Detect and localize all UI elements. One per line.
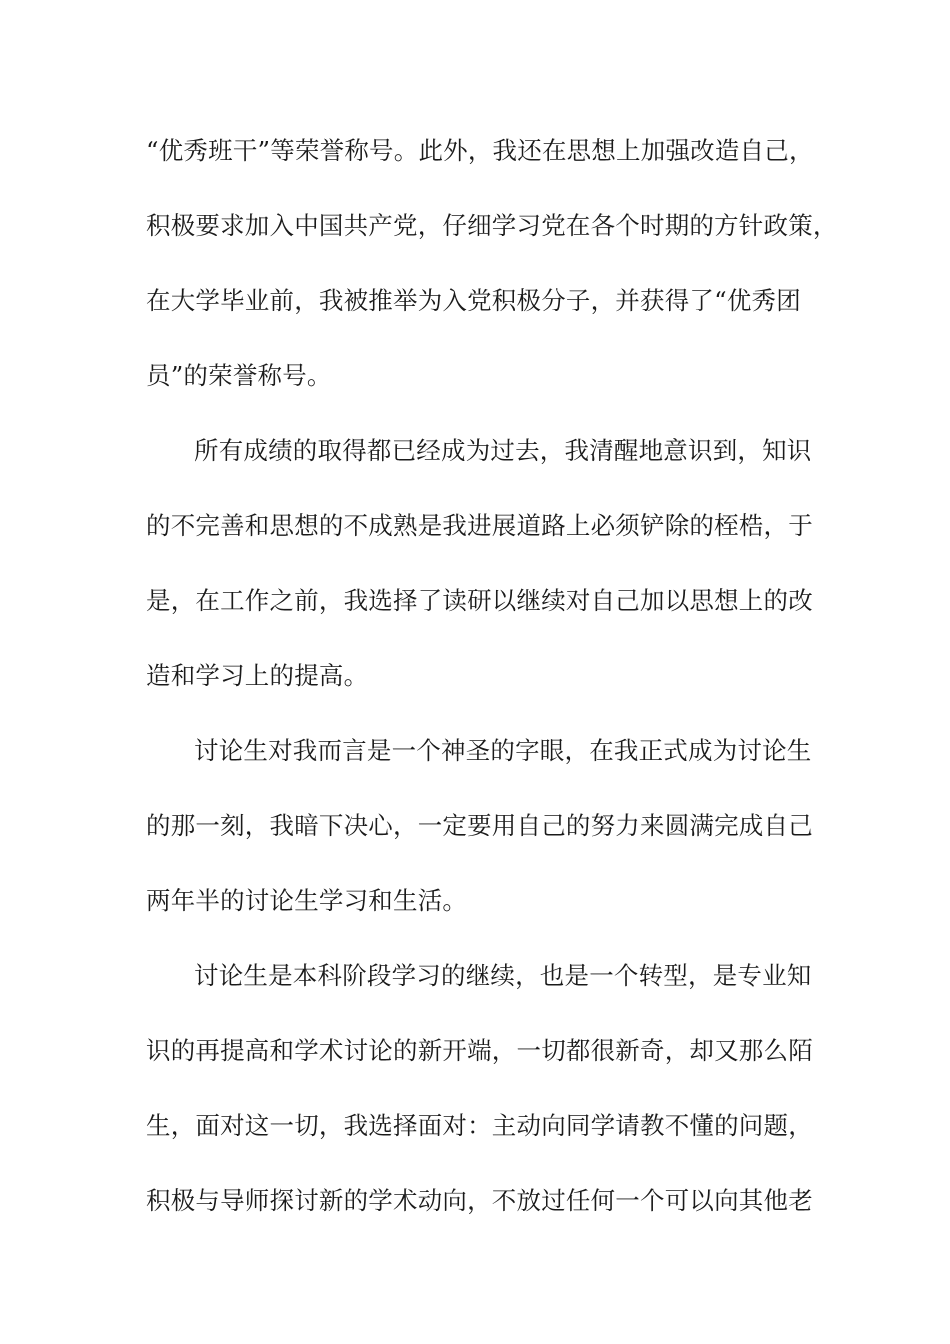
paragraph-first-line: 所有成绩的取得都已经成为过去，我清醒地意识到，知识	[194, 436, 812, 465]
paragraph-first-line: 讨论生对我而言是一个神圣的字眼，在我正式成为讨论生	[194, 736, 812, 765]
text-line: 的不完善和思想的不成熟是我进展道路上必须铲除的桎梏，于	[146, 511, 813, 540]
text-line: 生，面对这一切，我选择面对：主动向同学请教不懂的问题，	[146, 1111, 813, 1140]
text-line: 两年半的讨论生学习和生活。	[146, 886, 468, 915]
text-line: 积极与导师探讨新的学术动向，不放过任何一个可以向其他老	[146, 1186, 813, 1215]
text-line: 是，在工作之前，我选择了读研以继续对自己加以思想上的改	[146, 586, 813, 615]
text-line: 积极要求加入中国共产党，仔细学习党在各个时期的方针政策，	[146, 211, 838, 240]
text-line: “优秀班干”等荣誉称号。此外，我还在思想上加强改造自己，	[146, 136, 814, 165]
text-line: 识的再提高和学术讨论的新开端，一切都很新奇，却又那么陌	[146, 1036, 813, 1065]
paragraph-first-line: 讨论生是本科阶段学习的继续，也是一个转型，是专业知	[194, 961, 812, 990]
text-line: 员”的荣誉称号。	[146, 361, 332, 390]
text-line: 在大学毕业前，我被推举为入党积极分子，并获得了“优秀团	[146, 286, 801, 315]
text-line: 造和学习上的提高。	[146, 661, 369, 690]
text-line: 的那一刻，我暗下决心，一定要用自己的努力来圆满完成自己	[146, 811, 813, 840]
